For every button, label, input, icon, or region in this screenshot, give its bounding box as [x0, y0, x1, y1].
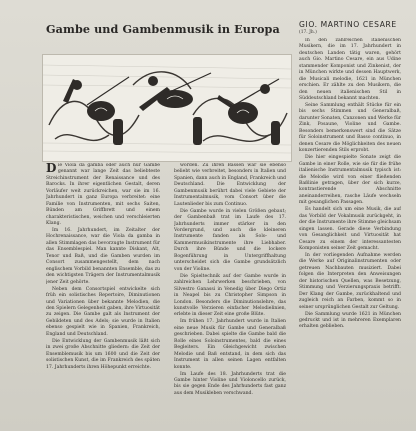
paragraph: Neben dem Consortspiel entwickelte sich früh ein solistisches Repertoire, Diminutionen und Variationen über bekannte Melodien, die den Spielern Gelegenheit gaben, ihre Virtuosität zu zeigen. Die Gambe galt als Instrument der Gebildeten und des Adels; sie wurde in Italien ebenso gespielt wie in Spanien, Frankreich, England und Deutschland.: [46, 286, 160, 337]
paragraph: Im frühen 17. Jahrhundert wurde in Italien eine neue Musik für Gambe und Generalbaß geschrieben. Dabei spielte die Gambe bald die Rolle eines Soloinstrumentes, bald die eines Begleiters. Ein Gleichgewicht zwischen Melodie und Baß entstand, in dem sich das Instrument in allen seinen Lagen entfalten konnte.: [174, 319, 286, 370]
paragraph: In der vorliegenden Aufnahme werden die Werke auf Originalinstrumenten oder getreuen Nachbauten musiziert. Dabei folgen die Interpreten den Anweisungen der historischen Quellen, was Besetzung, Stimmung und Verzierungspraxis betrifft. Der Klang der Gambe, zurückhaltend und zugleich reich an Farben, kommt so in seiner ursprünglichen Gestalt zur Geltung.: [299, 252, 401, 310]
paragraph: Es handelt sich um eine Musik, die auf das Vorbild der Vokalmusik zurückgeht, in der die Instrumente ihre Stimme gleichsam singen lassen. Gerade diese Verbindung von Gesanglichkeit und Virtuosität hat Cesare zu einem der interessantesten Komponisten seiner Zeit gemacht.: [299, 207, 401, 251]
composer-dates: (17. Jh.): [299, 30, 317, 35]
text-column-left: [46, 163, 160, 411]
paragraph: Die hier eingespielte Sonate zeigt die Gambe in einer Rolle, wie sie für die frühe italienische Instrumentalmusik typisch ist: die Melodie wird von einer fließenden Baßlinie getragen, über der sich kurze, kontrastierende Abschnitte aneinanderreihen, rasche Läufe wechseln mit gesanglichen Passagen.: [299, 155, 401, 206]
paragraph: Die Entwicklung der Gambenmusik läßt sich in zwei große Abschnitte gliedern: die Zeit der Ensemblemusik bis um 1600 und die Zeit der solistischen Kunst, die im Frankreich des späten 17. Jahrhunderts ihren Höhepunkt erreichte.: [46, 338, 160, 370]
paragraph: In den zahlreichen italienischen Musikern, die im 17. Jahrhundert in deutschen Landen tätig waren, gehört auch Gio. Martino Cesare, ein aus Udine stammender Komponist und Zinkenist, der in München wirkte und dessen Hauptwerk, die Musicali melodie, 1621 in München erschien. Er zählte zu den Musikern, die den neuen italienischen Stil in Süddeutschland bekannt machten.: [299, 38, 401, 102]
engraving-illustration: [43, 55, 291, 161]
paragraph: Im 16. Jahrhundert, im Zeitalter der Hochrenaissance, war die Viola da gamba in allen Stimmlagen das bevorzugte Instrument für das Ensemblespiel. Man kannte Diskant, Alt, Tenor und Baß, und die Gamben wurden im Consort zusammengestellt, dem nach englischem Vorbild benannten Ensemble, das zu den wichtigsten Trägern der Instrumentalmusik jener Zeit gehörte.: [46, 228, 160, 285]
paragraph: worden. Zu ihren Bässen war sie ebenso beliebt wie verbreitet, besonders in Italien und Spanien, dann auch in England, Frankreich und Deutschland. Die Entwicklung der Gambenmusik berührt dabei viele Gebiete der Instrumentalmusik, vom Consort über die Lautenlieder bis zum Continuo.: [174, 163, 286, 207]
drop-cap: D: [46, 163, 57, 175]
paragraph: Im Laufe des 18. Jahrhunderts trat die Gambe hinter Violine und Violoncello zurück, bis sie gegen Ende des Jahrhunderts fast ganz aus dem Musikleben verschwand.: [174, 371, 286, 396]
paragraph: Die Spieltechnik auf der Gambe wurde in zahlreichen Lehrwerken beschrieben, von Silvestro Ganassi in Venedig über Diego Ortiz in Neapel bis zu Christopher Simpson in London. Besonders die Diminutionslehre, das kunstvolle Verzieren einfacher Melodielinien, erlebte in dieser Zeit eine große Blüte.: [174, 273, 286, 318]
text-column-middle: [174, 163, 286, 411]
text-column-right: [299, 38, 401, 412]
paragraph: Die Gambe wurde in vielen Größen gebaut; der Gambenbaß trat im Laufe des 17. Jahrhunderts immer stärker in den Vordergrund, und auch die kleineren Instrumente fanden als Solo- und Kammermusikinstrumente ihre Liebhaber. Durch ihre Bünde und die lockere Bogenführung in Untergriffhaltung unterscheidet sich die Gambe grundsätzlich von der Violine.: [174, 208, 286, 272]
paragraph: Seine Sammlung enthält Stücke für ein bis sechs Stimmen und Generalbaß, darunter Sonaten, Canzonen und Werke für Zink, Posaune, Violine und Gambe. Besonders bemerkenswert sind die Sätze für Soloinstrument und Basso continuo, in denen Cesare die Möglichkeiten des neuen konzertierenden Stils erprobt.: [299, 103, 401, 154]
paragraph: Die Viola da gamba oder auch nur Gambe genannt war lange Zeit das beliebteste Streichinstrument der Renaissance und des Barocks. In ihrer eigentlichen Gestalt, deren Vorläufer weit zurückreichen, war sie im 16. Jahrhundert in ganz Europa verbreitet: eine Familie von Instrumenten, mit sechs Saiten, Bünden am Griffbrett und einem charakteristischen, weichen und verschleierten Klang.: [46, 163, 160, 227]
historical-engraving-image: [42, 54, 292, 162]
paragraph: Die Sammlung wurde 1621 in München gedruckt und ist in mehreren Exemplaren erhalten geblieben.: [299, 311, 401, 330]
composer-name: GIO. MARTINO CESARE: [299, 20, 397, 29]
page-title: Gambe und Gambenmusik in Europa: [46, 22, 280, 36]
